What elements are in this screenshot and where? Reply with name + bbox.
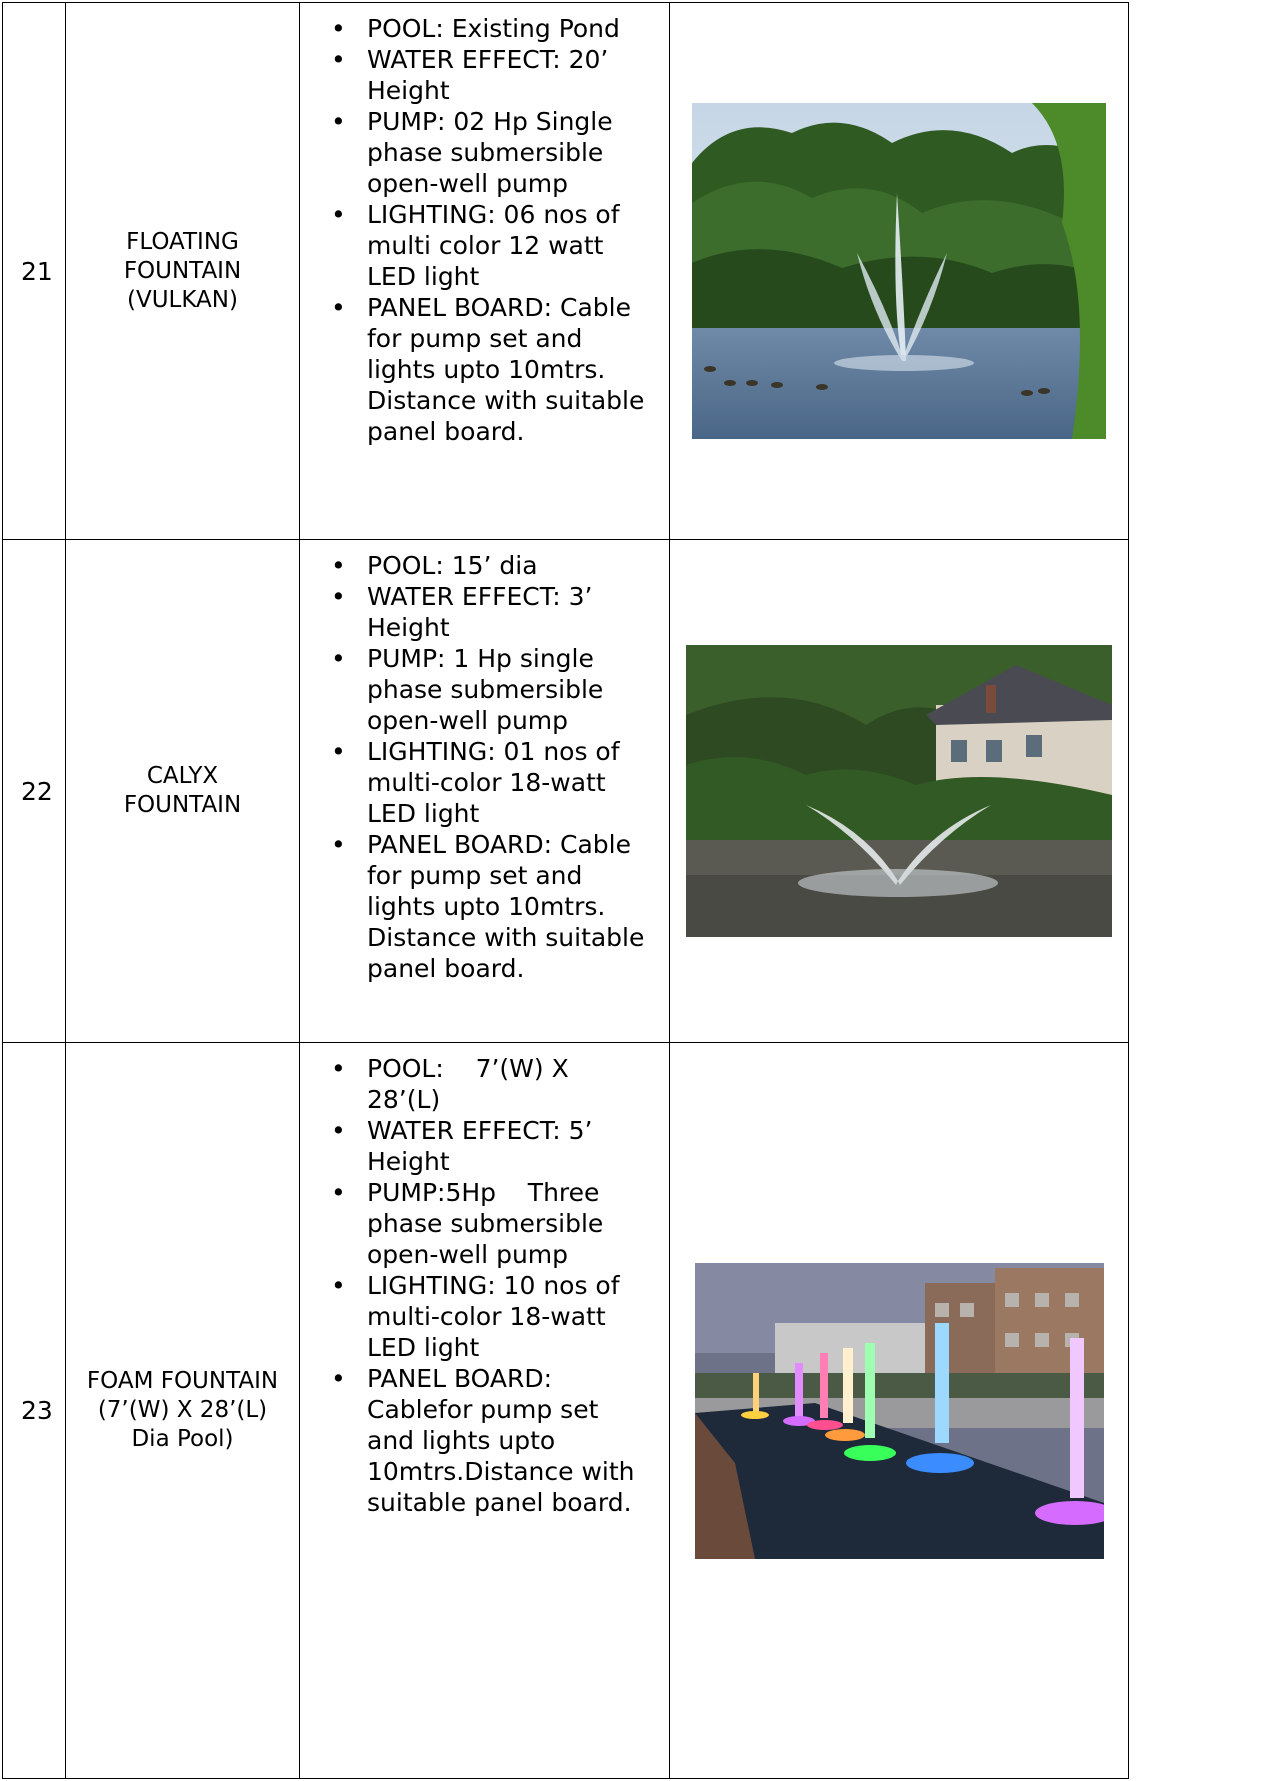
spec-list xyxy=(300,1053,669,1518)
item-name-line: FOUNTAIN xyxy=(123,257,242,284)
fountain-spec-table xyxy=(2,2,1129,1779)
spec-item: • WATER EFFECT: 20’ Height xyxy=(367,44,669,106)
spec-list xyxy=(300,550,669,984)
table-row xyxy=(3,3,1129,540)
item-specs xyxy=(300,3,670,540)
item-specs xyxy=(300,540,670,1043)
spec-list xyxy=(300,13,669,447)
item-name xyxy=(66,1043,300,1779)
spec-item: • PUMP: 02 Hp Single phase submersible open-well pump xyxy=(367,106,669,199)
floating-fountain-photo xyxy=(692,103,1106,439)
spec-item: • PUMP: 1 Hp single phase submersible open-well pump xyxy=(367,643,669,736)
item-name-line: (7’(W) X 28’(L) xyxy=(97,1397,268,1423)
table-row xyxy=(3,540,1129,1043)
spec-item: • PANEL BOARD: Cable for pump set and lights upto 10mtrs. Distance with suitable panel board. xyxy=(367,829,669,984)
spec-item: • WATER EFFECT: 5’ Height xyxy=(367,1115,669,1177)
spec-item: • POOL: Existing Pond xyxy=(367,13,669,44)
spec-item: • PANEL BOARD: Cablefor pump set and lights upto 10mtrs.Distance with suitable panel board. xyxy=(367,1363,669,1518)
item-number: 21 xyxy=(3,3,66,540)
item-specs xyxy=(300,1043,670,1779)
calyx-fountain-photo xyxy=(686,645,1112,937)
spec-item: • PUMP:5Hp Three phase submersible open-well pump xyxy=(367,1177,669,1270)
spec-item: • LIGHTING: 06 nos of multi color 12 watt LED light xyxy=(367,199,669,292)
item-number: 22 xyxy=(3,540,66,1043)
item-name xyxy=(66,3,300,540)
item-name xyxy=(66,540,300,1043)
item-name-line: FLOATING xyxy=(126,228,239,255)
item-photo-cell xyxy=(670,3,1129,540)
item-name-line: CALYX xyxy=(146,763,219,789)
spec-item: • LIGHTING: 01 nos of multi-color 18-watt LED light xyxy=(367,736,669,829)
item-photo-cell xyxy=(670,540,1129,1043)
item-number: 23 xyxy=(3,1043,66,1779)
foam-fountain-photo xyxy=(695,1263,1104,1559)
item-name-line: FOUNTAIN xyxy=(123,792,242,818)
spec-item: • POOL: 7’(W) X 28’(L) xyxy=(367,1053,669,1115)
item-name-line: FOAM FOUNTAIN xyxy=(86,1368,279,1394)
spec-item: • POOL: 15’ dia xyxy=(367,550,669,581)
spec-item: • PANEL BOARD: Cable for pump set and lights upto 10mtrs. Distance with suitable panel board. xyxy=(367,292,669,447)
spec-item: • WATER EFFECT: 3’ Height xyxy=(367,581,669,643)
table-row xyxy=(3,1043,1129,1779)
item-photo-cell xyxy=(670,1043,1129,1779)
spec-item: • LIGHTING: 10 nos of multi-color 18-watt LED light xyxy=(367,1270,669,1363)
item-name-line: Dia Pool) xyxy=(131,1426,234,1452)
item-name-line: (VULKAN) xyxy=(127,286,238,313)
